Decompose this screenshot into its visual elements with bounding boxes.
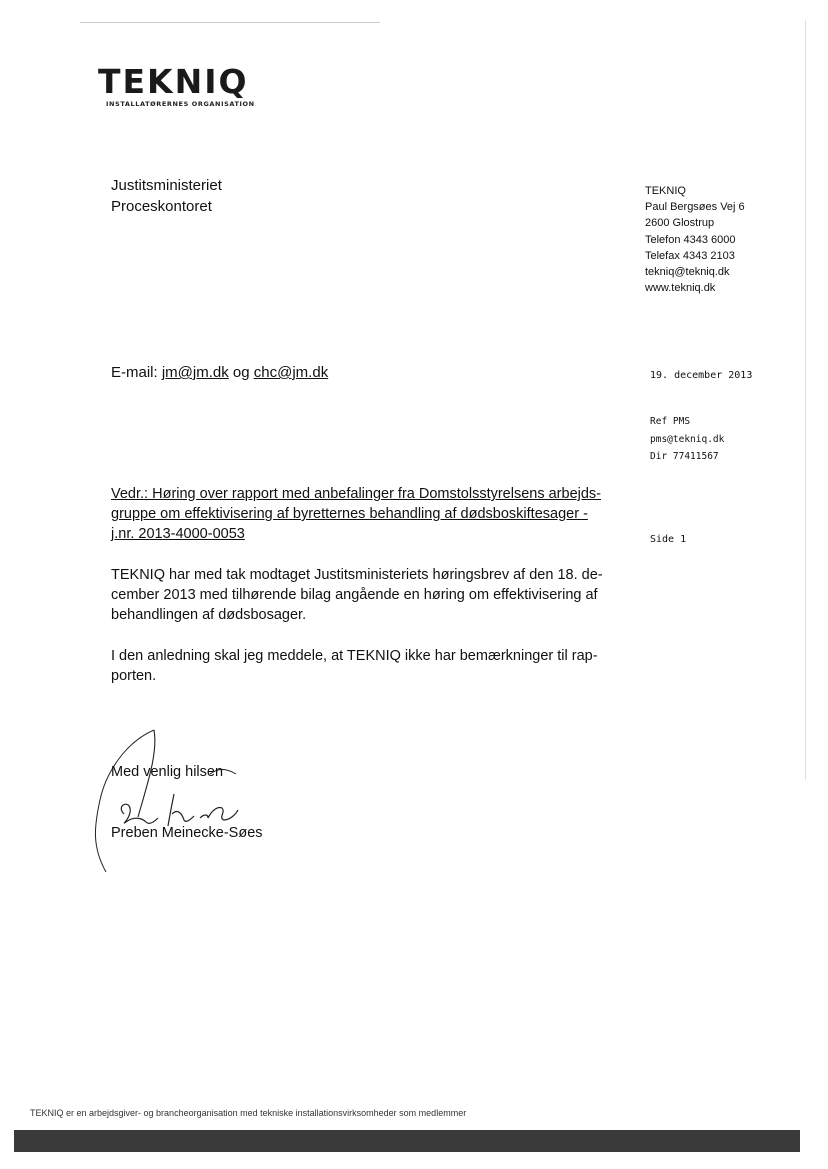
scan-artifact-top [80,22,380,23]
sender-web: www.tekniq.dk [645,282,716,295]
sender-street: Paul Bergsøes Vej 6 [645,201,745,214]
subject-line-3: j.nr. 2013-4000-0053 [111,526,245,542]
sender-address [645,183,745,296]
scan-artifact-right [805,20,806,780]
logo-subtitle: INSTALLATØRERNES ORGANISATION [106,100,255,108]
email-line [111,364,328,381]
paragraph-1-line-2: cember 2013 med tilhørende bilag angående en høring om effektivisering af [111,587,598,603]
footer-text: TEKNIQ er en arbejdsgiver- og brancheorganisation med tekniske installationsvirksomheder som medlemmer [30,1108,467,1118]
email-link-jm[interactable]: jm@jm.dk [161,364,229,381]
email-link-chc[interactable]: chc@jm.dk [253,364,329,381]
sender-phone: Telefon 4343 6000 [645,233,736,246]
footer-bar [14,1130,800,1152]
reference-initials: Ref PMS [650,416,691,427]
sender-name: TEKNIQ [645,185,686,197]
sender-fax: Telefax 4343 2103 [645,249,735,262]
recipient-line-2: Proceskontoret [111,198,212,215]
reference-block [650,413,724,466]
email-label: E-mail: [111,364,162,381]
email-joiner: og [228,364,254,381]
paragraph-1-line-3: behandlingen af dødsbosager. [111,607,307,623]
sender-city: 2600 Glostrup [645,217,715,230]
closing-greeting: Med venlig hilsen [111,764,224,780]
sender-email: tekniq@tekniq.dk [645,266,730,279]
body-paragraph-1 [111,565,603,625]
recipient-line-1: Justitsministeriet [111,177,222,194]
reference-direct-phone: Dir 77411567 [650,451,719,462]
subject-line [111,484,611,544]
subject-line-1: Vedr.: Høring over rapport med anbefalinger fra Domstolsstyrelsens arbejds- [111,486,601,502]
signer-name: Preben Meinecke-Søes [111,825,263,841]
recipient-address [111,175,222,217]
body-paragraph-2 [111,646,603,686]
handwritten-signature [86,722,266,877]
page-number: Side 1 [650,534,687,545]
reference-email: pms@tekniq.dk [650,433,725,445]
company-logo: TEKNIQ [98,62,249,101]
paragraph-2-line-2: porten. [111,668,157,684]
paragraph-2-line-1: I den anledning skal jeg meddele, at TEKNIQ ikke har bemærkninger til rap- [111,648,598,664]
paragraph-1-line-1: TEKNIQ har med tak modtaget Justitsministeriets høringsbrev af den 18. de- [111,567,603,583]
letter-date: 19. december 2013 [650,370,753,381]
subject-line-2: gruppe om effektivisering af byretternes behandling af dødsboskiftesager - [111,506,588,522]
